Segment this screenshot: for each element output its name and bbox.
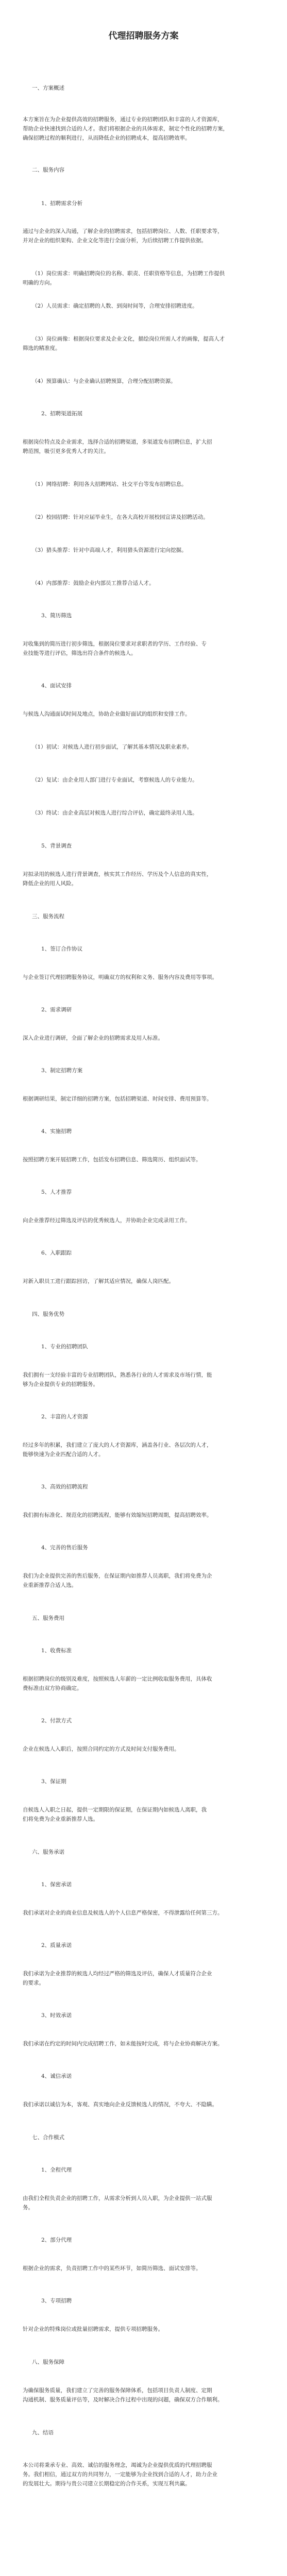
text-line: 经过多年的积累，我们建立了庞大的人才资源库，涵盖各行业、各层次的人才，	[23, 1442, 212, 1448]
text-line: 1、全程代理	[41, 2167, 72, 2173]
text-line: 的要求。	[23, 1980, 44, 1986]
text-line: 3、制定招聘方案	[41, 1067, 83, 1074]
text-line: 企业在候选人入职后，按照合同约定的方式及时间支付服务费用。	[23, 1746, 180, 1752]
text-line: 对新入职员工进行跟踪回访，了解其适应情况，确保人岗匹配。	[23, 1278, 174, 1284]
text-line: 2、需求调研	[41, 1007, 72, 1013]
text-line: 降低企业的用人风险。	[23, 880, 77, 887]
text-line: 向企业推荐经过筛选及评估的优秀候选人，并协助企业完成录用工作。	[23, 1217, 191, 1224]
text-line: 八、服务保障	[32, 2359, 64, 2365]
text-line: 3、简历筛选	[41, 613, 72, 619]
text-line: （2）人员需求：确定招聘的人数、到岗时间等，合理安排招聘进度。	[32, 303, 198, 309]
text-line: 帮助企业快速找到合适的人才。我们将根据企业的具体需求，制定个性化的招聘方案，	[23, 126, 228, 132]
text-line: 2、丰富的人才资源	[41, 1414, 88, 1420]
text-line: 2、付款方式	[41, 1718, 72, 1724]
text-line: 够为企业提供专业的招聘服务。	[23, 1381, 98, 1387]
text-line: （2）复试：由企业用人部门进行专业面试，考察候选人的专业能力。	[32, 777, 198, 783]
text-line: 的发展壮大。期待与贵公司建立长期稳定的合作关系，实现互利共赢。	[23, 2481, 191, 2487]
text-line: 通过与企业的深入沟通，了解企业的招聘需求，包括招聘岗位、人数、任职要求等，	[23, 228, 223, 234]
text-line: 我们承诺为企业推荐的候选人均经过严格的筛选及评估，确保人才质量符合企业	[23, 1971, 212, 1977]
text-line: 九、结语	[32, 2430, 54, 2436]
text-line: （4）预算确认：与企业确认招聘预算，合理分配招聘资源。	[32, 378, 176, 384]
text-line: 本方案旨在为企业提供高效的招聘服务，通过专业的招聘团队和丰富的人才资源库，	[23, 116, 223, 123]
text-line: 与企业签订代理招聘服务协议，明确双方的权利和义务、服务内容及费用等事项。	[23, 974, 217, 980]
text-line: 我们为企业提供完善的售后服务，在保证期内如推荐人员离职，我们将免费为企	[23, 1573, 212, 1579]
text-line: 与候选人沟通面试时间及地点，协助企业做好面试的组织和安排工作。	[23, 711, 191, 717]
text-line: 我们拥有标准化、规范化的招聘流程，能够有效缩短招聘周期，提高招聘效率。	[23, 1512, 212, 1518]
text-line: 2、部分代理	[41, 2237, 72, 2243]
text-line: 根据岗位特点及企业需求，选择合适的招聘渠道，多渠道发布招聘信息，扩大招	[23, 439, 212, 445]
text-line: 业技能等进行评估，筛选出符合条件的候选人。	[23, 650, 137, 656]
text-line: 1、专业的招聘团队	[41, 1344, 88, 1350]
text-line: 3、专项招聘	[41, 2298, 72, 2304]
text-line: 四、服务优势	[32, 1311, 64, 1317]
text-line: 4、面试安排	[41, 683, 72, 689]
text-line: 1、招聘需求分析	[41, 200, 83, 207]
text-line: 5、人才推荐	[41, 1189, 72, 1195]
text-line: 2、招聘渠道拓展	[41, 411, 83, 417]
text-line: （3）终试：由企业高层对候选人进行综合评估，确定最终录用人选。	[32, 810, 198, 816]
text-line: 务。我们相信，通过双方的共同努力，一定能够为企业找到合适的人才，助力企业	[23, 2471, 217, 2478]
text-line: （2）校园招聘：针对应届毕业生，在各大高校开展校园宣讲及招聘活动。	[32, 514, 209, 520]
text-line: 确保招聘过程的顺利进行，从而降低企业的招聘成本，提高招聘效率。	[23, 135, 191, 141]
text-line: 4、完善的售后服务	[41, 1545, 88, 1551]
text-line: 六、服务承诺	[32, 1849, 64, 1855]
text-line: 自候选人入职之日起，提供一定期限的保证期，在保证期内如候选人离职，我	[23, 1807, 207, 1813]
text-line: （3）猎头推荐：针对中高端人才，利用猎头资源进行定向挖掘。	[32, 547, 187, 553]
text-line: 对拟录用的候选人进行背景调查，核实其工作经历、学历及个人信息的真实性，	[23, 871, 212, 877]
text-line: 能够快速为企业匹配合适的人才。	[23, 1451, 104, 1458]
text-line: 4、实施招聘	[41, 1128, 72, 1134]
text-line: 费标准由双方协商确定。	[23, 1685, 82, 1691]
text-line: 业重新推荐合适人选。	[23, 1582, 77, 1588]
text-line: 针对企业的特殊岗位或批量招聘需求，提供专项招聘服务。	[23, 2326, 163, 2332]
text-line: 我们承诺以诚信为本，客观、真实地向企业反馈候选人的情况，不夸大、不隐瞒。	[23, 2102, 217, 2108]
document-title: 代理招聘服务方案	[108, 31, 179, 41]
text-line: 为确保服务质量，我们建立了完善的服务保障体系，包括项目负责人制度、定期	[23, 2387, 212, 2394]
text-line: 我们拥有一支经验丰富的专业招聘团队，熟悉各行业的人才需求及市场行情，能	[23, 1372, 212, 1378]
text-line: （3）岗位画像：根据岗位要求及企业文化，描绘岗位所需人才的画像，提高人才	[32, 336, 225, 342]
text-line: 并对企业的组织架构、企业文化等进行全面分析，为后续招聘工作提供依据。	[23, 238, 207, 244]
text-line: 明确的方向。	[23, 280, 55, 286]
text-line: 五、服务费用	[32, 1615, 64, 1621]
text-line: 沟通机制、服务质量评估等，及时解决合作过程中出现的问题，确保双方合作顺利。	[23, 2397, 223, 2403]
text-line: 根据招聘岗位的级别及难度，按照候选人年薪的一定比例收取服务费用，具体收	[23, 1676, 212, 1682]
text-line: 本公司将秉承专业、高效、诚信的服务理念，竭诚为企业提供优质的代理招聘服	[23, 2462, 212, 2468]
text-line: 3、高效的招聘流程	[41, 1484, 88, 1490]
text-line: 由我们全程负责企业的招聘工作，从需求分析到人员入职，为企业提供一站式服	[23, 2195, 212, 2201]
text-line: （1）初试：对候选人进行初步面试，了解其基本情况及职业素养。	[32, 744, 193, 750]
text-line: 3、时效承诺	[41, 2012, 72, 2019]
text-line: 1、保密承诺	[41, 1882, 72, 1888]
text-line: 5、背景调查	[41, 843, 72, 849]
text-line: 3、保证期	[41, 1778, 66, 1785]
text-line: 对收集到的简历进行初步筛选，根据岗位要求对求职者的学历、工作经验、专	[23, 641, 207, 647]
text-line: （1）网络招聘：利用各大招聘网站、社交平台等发布招聘信息。	[32, 481, 187, 487]
text-line: 根据调研结果，制定详细的招聘方案，包括招聘渠道、时间安排、费用预算等。	[23, 1096, 212, 1102]
text-line: 按照招聘方案开展招聘工作，包括发布招聘信息、筛选简历、组织面试等。	[23, 1157, 201, 1163]
text-line: 6、入职跟踪	[41, 1250, 72, 1256]
text-line: 1、收费标准	[41, 1648, 72, 1654]
text-line: 我们承诺在约定的时间内完成招聘工作，如未能按时完成，将与企业协商解决方案。	[23, 2041, 223, 2047]
text-line: 聘范围，吸引更多优秀人才的关注。	[23, 448, 109, 454]
text-line: 2、质量承诺	[41, 1942, 72, 1948]
text-line: 1、签订合作协议	[41, 946, 83, 952]
text-line: 我们承诺对企业的商业信息及候选人的个人信息严格保密，不得泄露给任何第三方。	[23, 1910, 223, 1916]
text-line: 深入企业进行调研，全面了解企业的招聘需求及用人标准。	[23, 1035, 163, 1041]
text-line: 4、诚信承诺	[41, 2073, 72, 2079]
text-line: 务。	[23, 2205, 33, 2211]
text-line: （1）岗位需求：明确招聘岗位的名称、职责、任职资格等信息，为招聘工作提供	[32, 270, 225, 277]
text-line: 七、合作模式	[32, 2134, 64, 2141]
text-line: 筛选的精准度。	[23, 345, 61, 351]
text-line: （4）内部推荐：鼓励企业内部员工推荐合适人才。	[32, 580, 155, 586]
text-line: 一、方案概述	[32, 85, 64, 91]
text-line: 三、服务流程	[32, 913, 64, 920]
text-line: 二、服务内容	[32, 167, 64, 173]
text-line: 们将免费为企业重新推荐人选。	[23, 1816, 98, 1822]
text-line: 根据企业的需求，负责招聘工作中的某些环节，如简历筛选、面试安排等。	[23, 2265, 201, 2272]
